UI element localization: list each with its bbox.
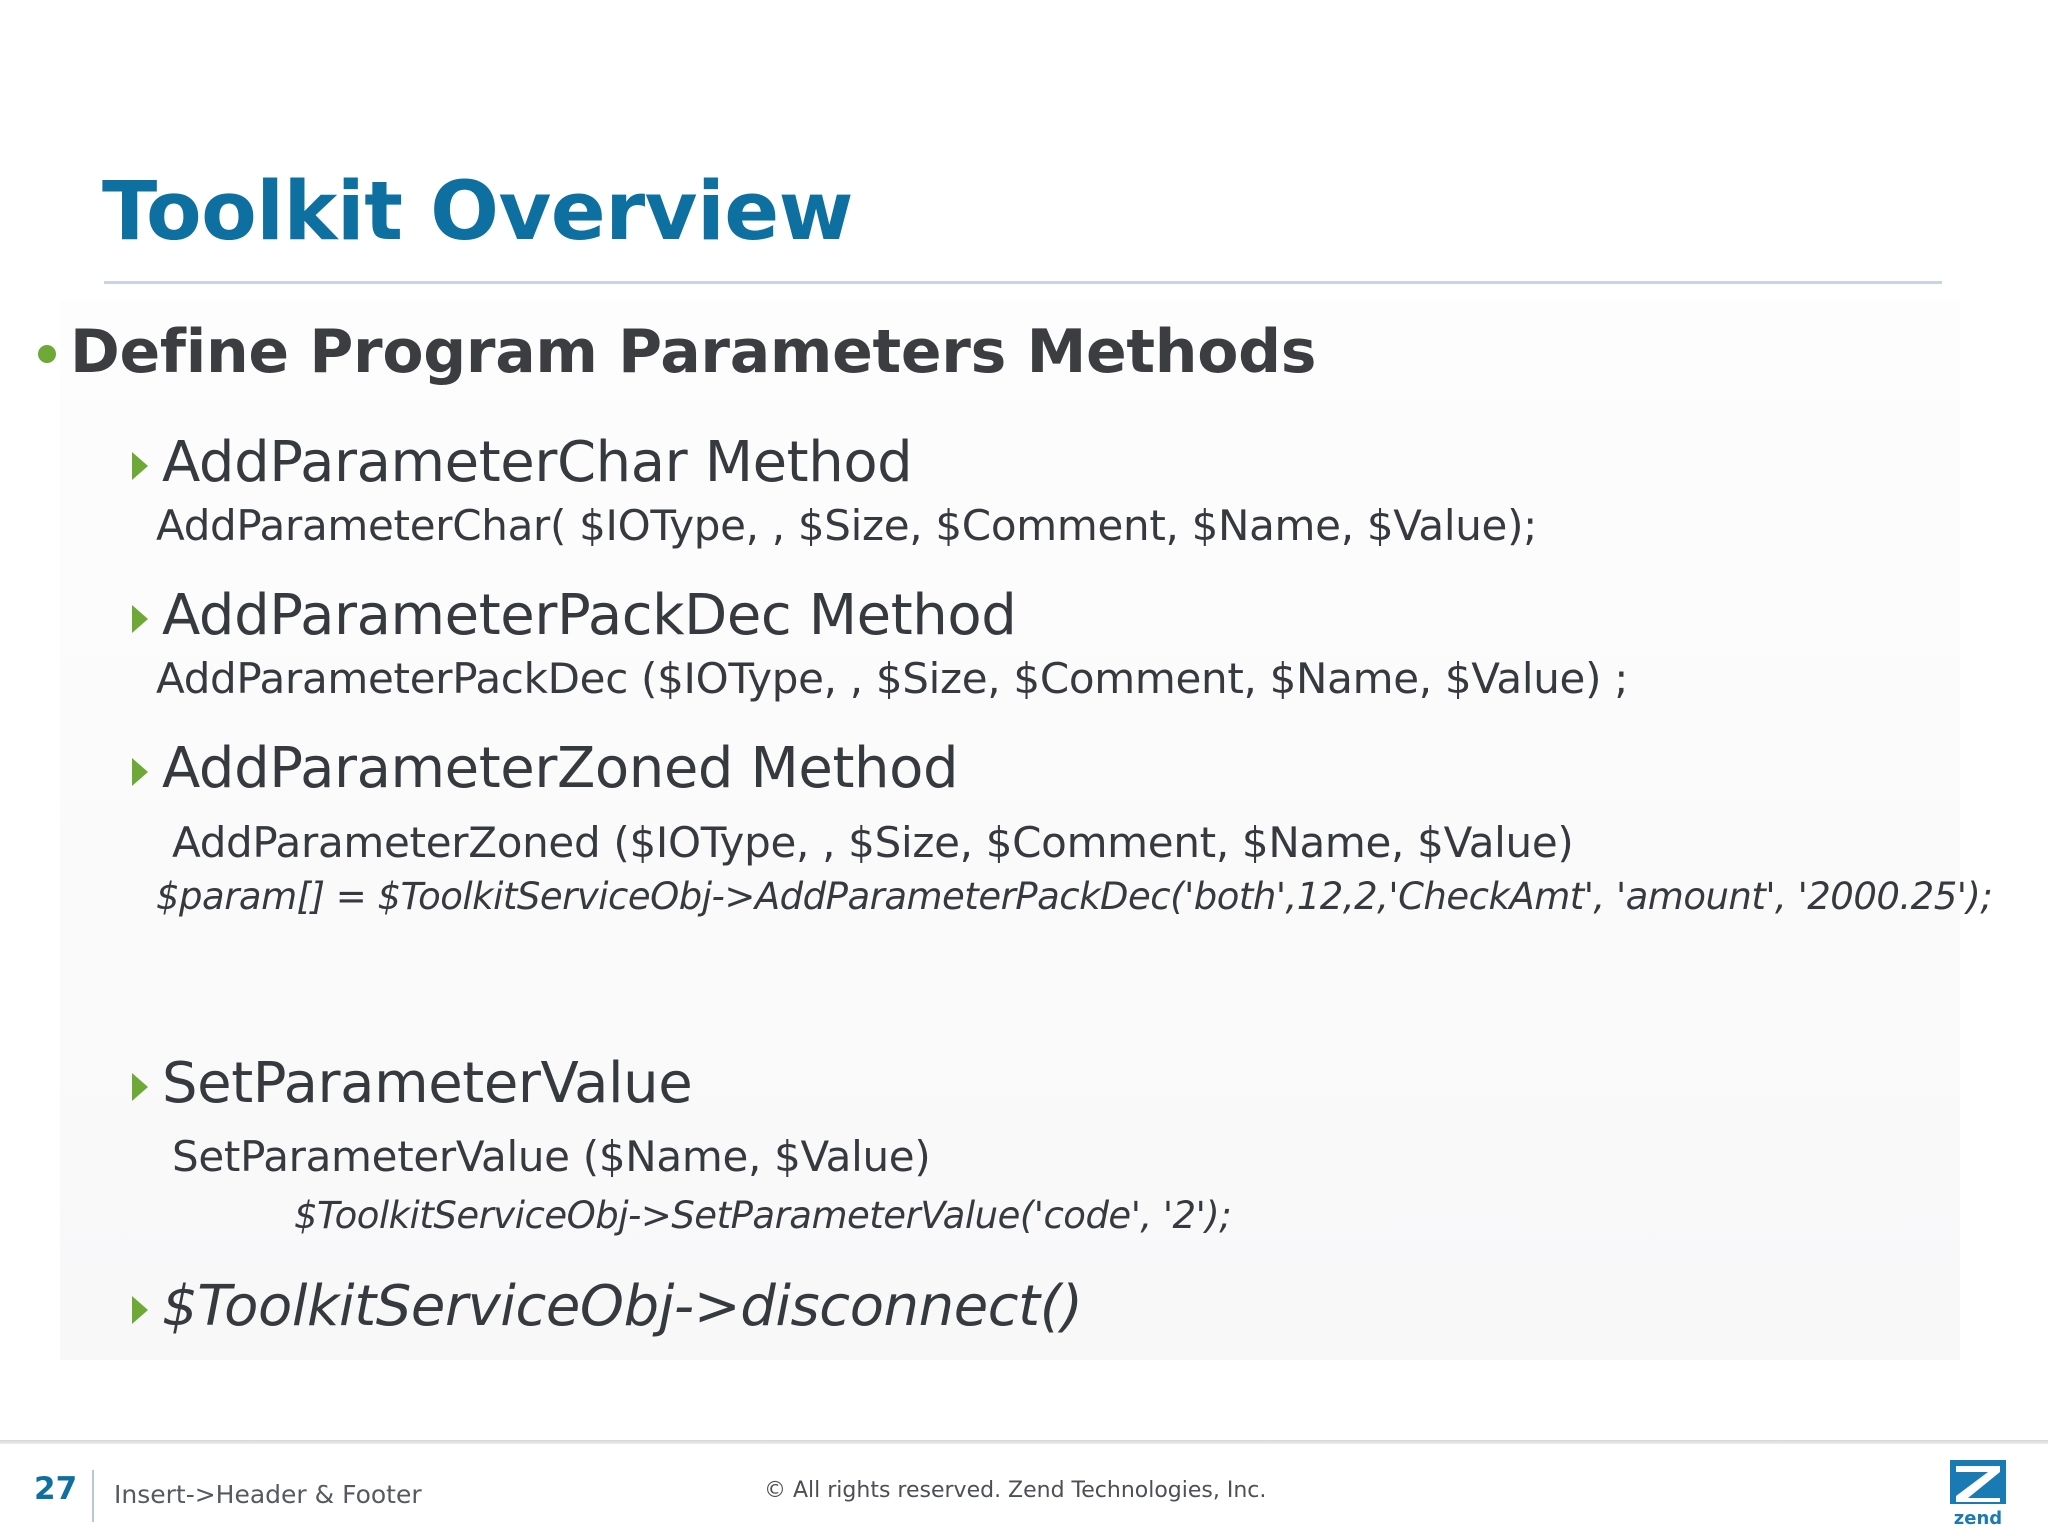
triangle-bullet-icon bbox=[132, 1073, 148, 1101]
slide-title: Toolkit Overview bbox=[102, 165, 853, 259]
triangle-bullet-icon bbox=[132, 1296, 148, 1324]
page-number: 27 bbox=[34, 1471, 78, 1507]
triangle-bullet-icon bbox=[132, 605, 148, 633]
main-bullet-text: Define Program Parameters Methods bbox=[70, 317, 1317, 387]
footer-header-text: Insert->Header & Footer bbox=[114, 1480, 422, 1509]
sub-bullet-heading: AddParameterZoned Method bbox=[162, 736, 959, 801]
sub-bullet-add-parameter-char bbox=[132, 430, 913, 495]
code-line: AddParameterZoned ($IOType, , $Size, $Comment, $Name, $Value) bbox=[172, 818, 1574, 867]
sub-bullet-heading: SetParameterValue bbox=[162, 1051, 693, 1116]
main-bullet bbox=[38, 317, 1317, 387]
zend-logo-icon bbox=[1948, 1458, 2008, 1528]
triangle-bullet-icon bbox=[132, 758, 148, 786]
code-line: AddParameterChar( $IOType, , $Size, $Comment, $Name, $Value); bbox=[156, 501, 1538, 550]
sub-bullet-set-parameter-value bbox=[132, 1051, 693, 1116]
sub-bullet-disconnect bbox=[132, 1274, 1083, 1339]
sub-bullet-heading: AddParameterChar Method bbox=[162, 430, 913, 495]
code-line: AddParameterPackDec ($IOType, , $Size, $Comment, $Name, $Value) ; bbox=[156, 654, 1629, 703]
triangle-bullet-icon bbox=[132, 452, 148, 480]
sub-bullet-heading: AddParameterPackDec Method bbox=[162, 583, 1017, 648]
sub-bullet-heading: $ToolkitServiceObj->disconnect() bbox=[162, 1274, 1083, 1339]
sub-bullet-add-parameter-zoned bbox=[132, 736, 959, 801]
title-divider bbox=[104, 281, 1942, 284]
footer-separator bbox=[92, 1470, 94, 1522]
code-line: SetParameterValue ($Name, $Value) bbox=[172, 1132, 931, 1181]
code-example-line: $param[] = $ToolkitServiceObj->AddParameterPackDec('both',12,2,'CheckAmt', 'amount', '2000.25'); bbox=[156, 875, 1993, 918]
footer-copyright: © All rights reserved. Zend Technologies, Inc. bbox=[764, 1478, 1267, 1503]
sub-bullet-add-parameter-packdec bbox=[132, 583, 1017, 648]
bullet-dot-icon bbox=[38, 345, 56, 363]
code-example-line: $ToolkitServiceObj->SetParameterValue('code', '2'); bbox=[294, 1194, 1232, 1237]
logo-text: zend bbox=[1953, 1508, 2003, 1528]
